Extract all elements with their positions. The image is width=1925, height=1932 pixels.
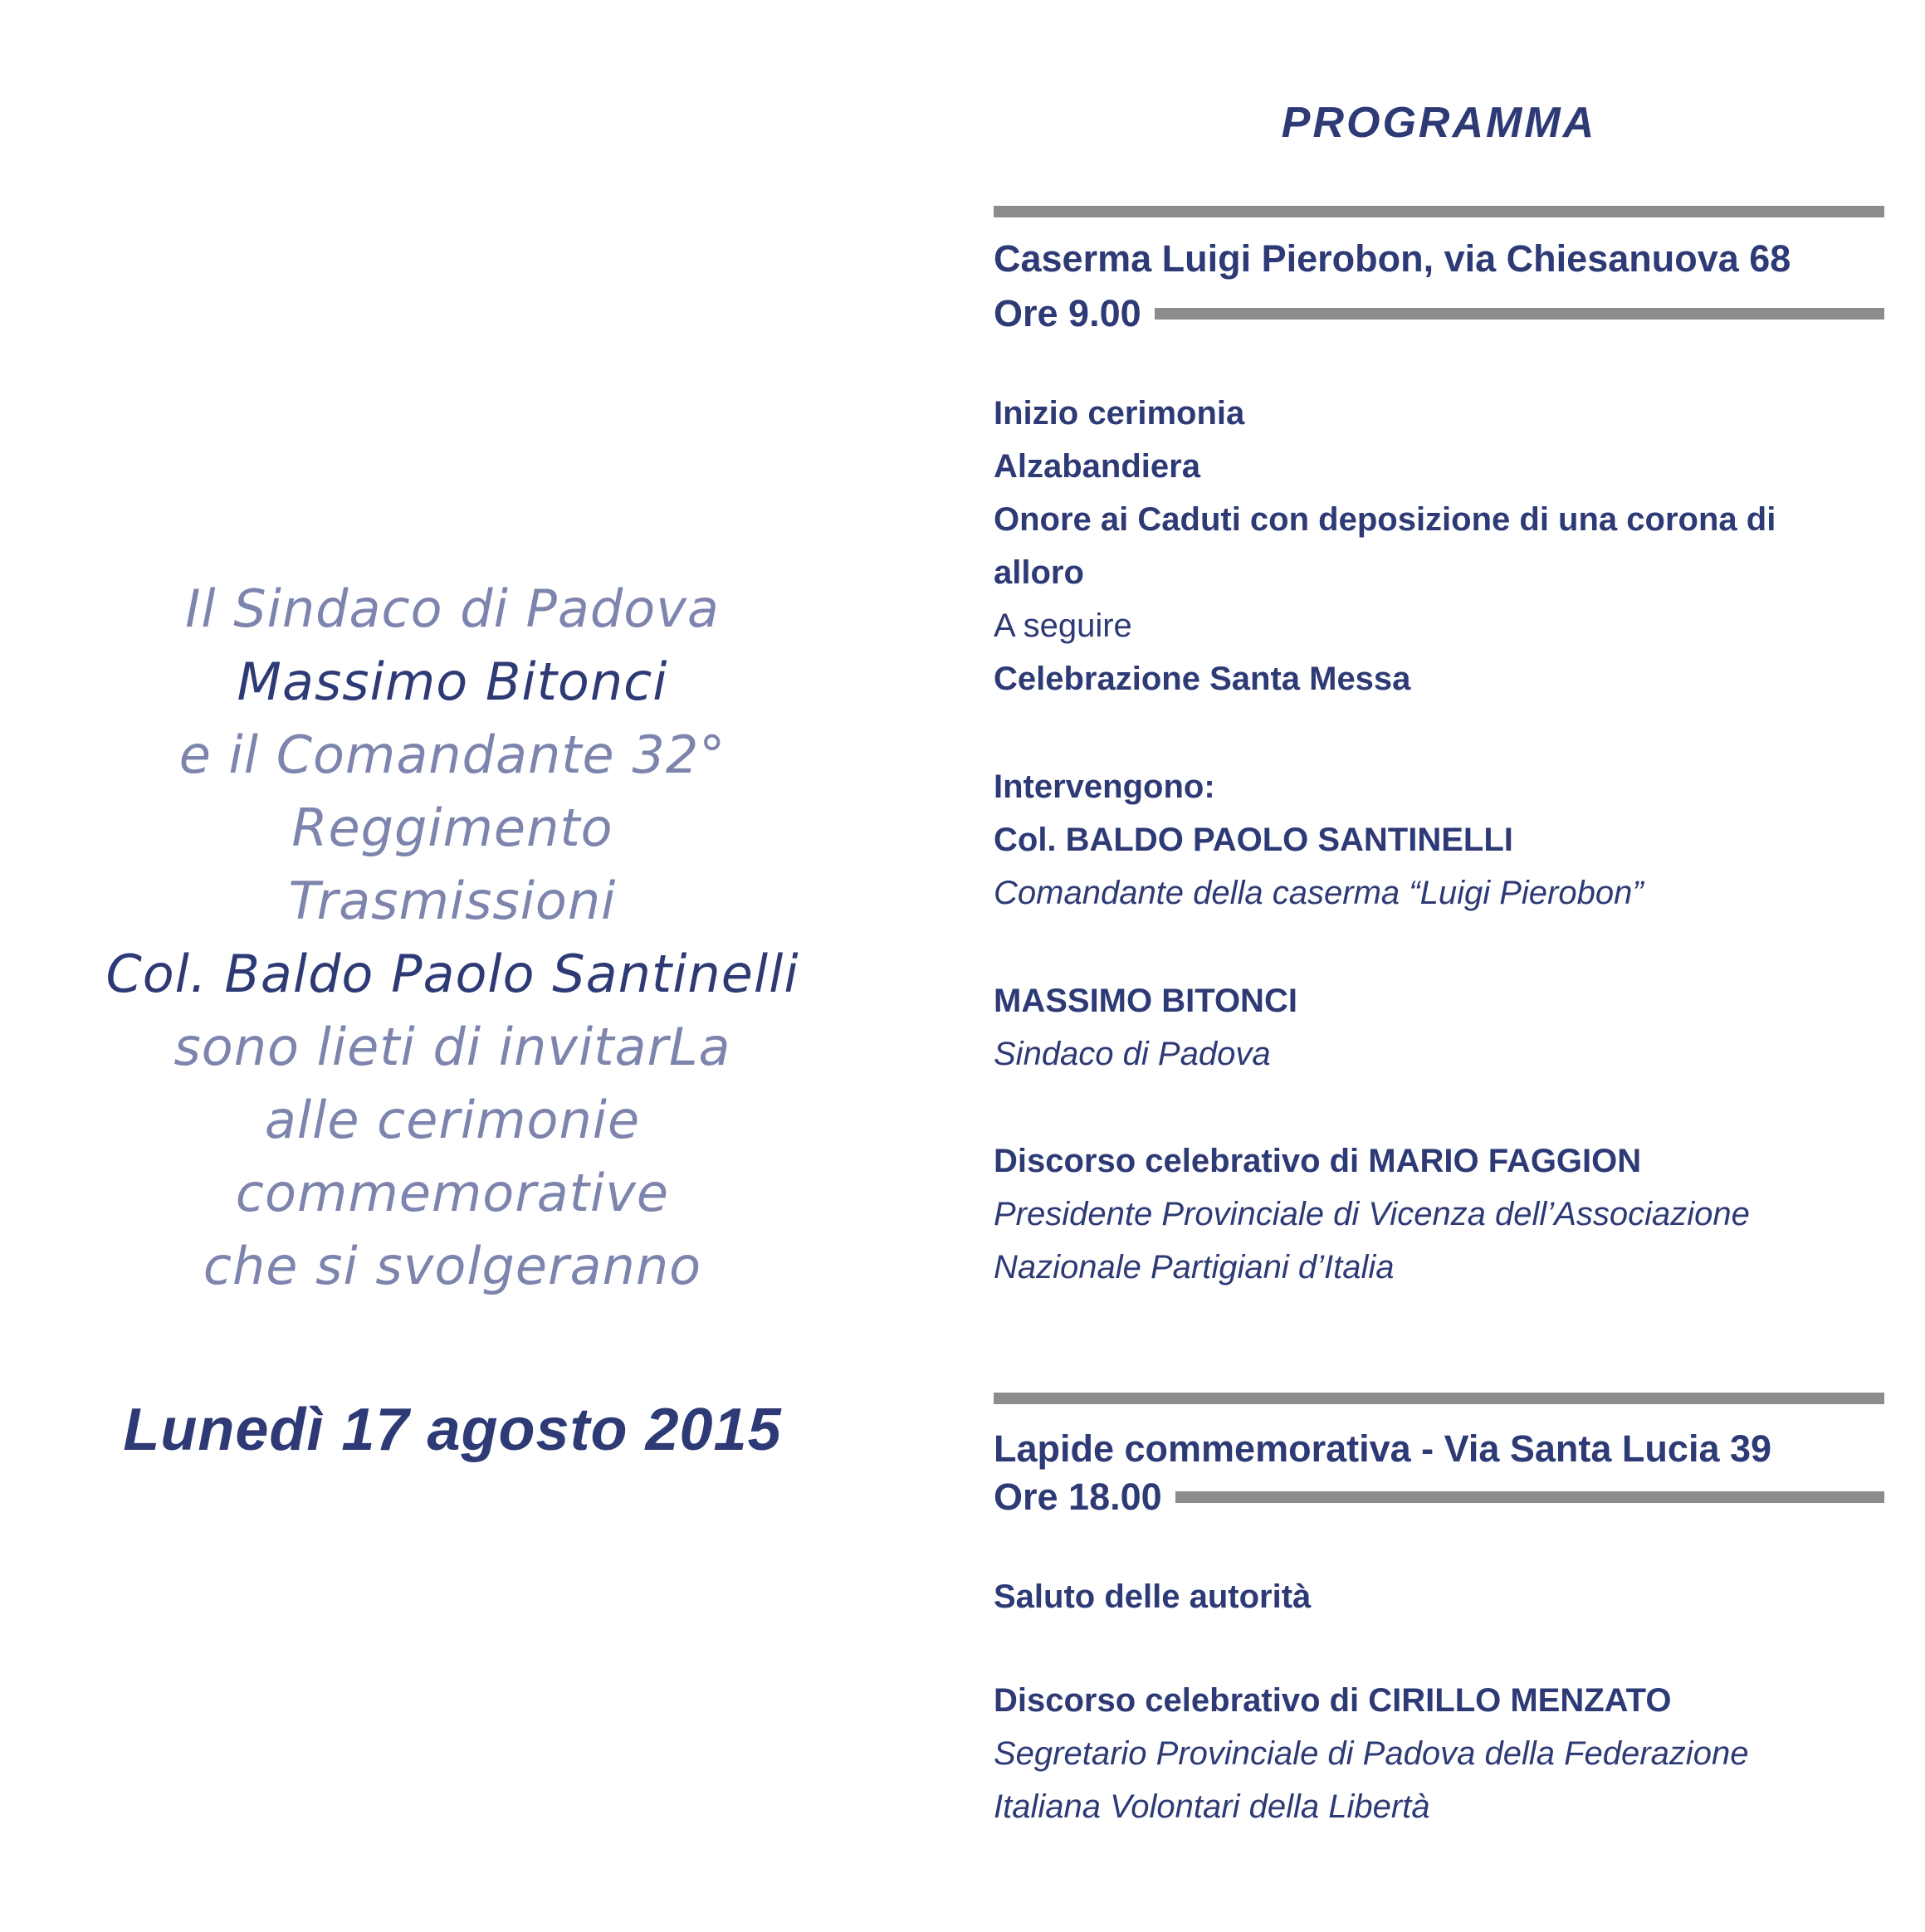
speaker2-block [994, 974, 1884, 1081]
section1-top-rule [994, 206, 1884, 217]
greeting-authorities: Saluto delle autorità [994, 1578, 1312, 1615]
section1-place: Caserma Luigi Pierobon, via Chiesanuova 68 [994, 237, 1791, 280]
event-honour-fallen: Onore ai Caduti con deposizione di una corona di [994, 501, 1776, 538]
speech1-block [994, 1134, 1884, 1294]
speech2-role-line1: Segretario Provinciale di Padova della Federazione [994, 1735, 1749, 1772]
greeting-block [994, 1570, 1884, 1623]
speech2-role-line2: Italiana Volontari della Libertà [994, 1788, 1430, 1825]
speaker1-role: Comandante della caserma “Luigi Pierobon” [994, 875, 1644, 911]
invitation-line-ceremonies: alle cerimonie commemorative [235, 1090, 670, 1223]
speakers-block [994, 760, 1884, 920]
section1-time-rule [1155, 308, 1884, 320]
speech2-title: Discorso celebrativo di CIRILLO MENZATO [994, 1682, 1672, 1719]
invitation [50, 573, 855, 1464]
speech2-block [994, 1674, 1884, 1833]
invitation-line-commander-name: Col. Baldo Paolo Santinelli [105, 944, 799, 1004]
event-flag-raising: Alzabandiera [994, 448, 1200, 485]
speaker2-name: MASSIMO BITONCI [994, 983, 1297, 1019]
event-start-ceremony: Inizio cerimonia [994, 395, 1245, 432]
invitation-line-regiment: Trasmissioni [288, 871, 617, 931]
event-date: Lunedì 17 agosto 2015 [123, 1397, 782, 1463]
section2-place: Lapide commemorativa - Via Santa Lucia 39 [994, 1427, 1772, 1470]
speaker1-name: Col. BALDO PAOLO SANTINELLI [994, 822, 1513, 858]
invitation-line-commander-title: e il Comandante 32° Reggimento [178, 724, 726, 858]
invitation-line-mayor-title: Il Sindaco di Padova [185, 578, 720, 639]
speaker2-role: Sindaco di Padova [994, 1036, 1271, 1072]
section1-events [994, 387, 1884, 705]
speech1-role-line1: Presidente Provinciale di Vicenza dell’Associazione [994, 1196, 1750, 1232]
speech1-title: Discorso celebrativo di MARIO FAGGION [994, 1143, 1642, 1179]
invitation-line-held: che si svolgeranno [203, 1236, 702, 1296]
invitation-line-invite: sono lieti di invitarLa [173, 1017, 731, 1077]
event-honour-fallen-cont: alloro [994, 554, 1084, 591]
section1-time-row [994, 292, 1884, 335]
section2-top-rule [994, 1393, 1884, 1404]
invitation-line-mayor-name: Massimo Bitonci [237, 651, 668, 712]
section2-time-rule [1175, 1491, 1884, 1503]
programme-title: PROGRAMMA [1281, 99, 1597, 147]
section2-time: Ore 18.00 [994, 1476, 1162, 1518]
event-holy-mass: Celebrazione Santa Messa [994, 661, 1411, 697]
section1-time: Ore 9.00 [994, 292, 1141, 334]
intervengono-label: Intervengono: [994, 768, 1215, 805]
speech1-role-line2: Nazionale Partigiani d’Italia [994, 1249, 1395, 1286]
section2-time-row [994, 1476, 1884, 1519]
event-following: A seguire [994, 607, 1132, 644]
